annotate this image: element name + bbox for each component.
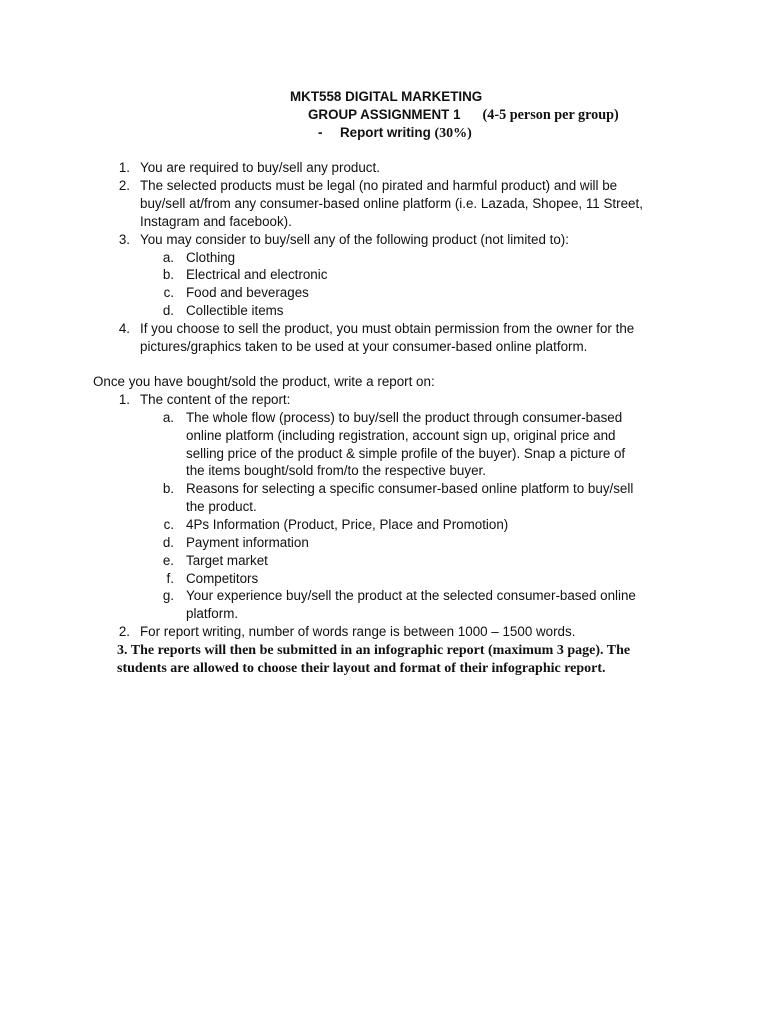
instruction-number: 1. xyxy=(118,160,130,175)
content-text: the product. xyxy=(186,499,257,514)
report-item-text: The content of the report: xyxy=(140,392,291,407)
report-percentage: (30%) xyxy=(434,126,472,141)
instruction-text: If you choose to sell the product, you must obtain permission from the owner for the xyxy=(140,321,635,336)
option-text: Clothing xyxy=(186,250,236,265)
report-item-submission: 3. The reports will then be submitted in an infographic report (maximum 3 page). The xyxy=(117,643,631,658)
content-text: 4Ps Information (Product, Price, Place and Promotion) xyxy=(186,517,509,532)
instruction-number: 3. xyxy=(118,232,130,247)
content-text: The whole flow (process) to buy/sell the product through consumer-based xyxy=(186,410,623,425)
content-text: Your experience buy/sell the product at the selected consumer-based online xyxy=(186,588,636,603)
instruction-text: Instagram and facebook). xyxy=(140,214,292,229)
option-label: a. xyxy=(162,250,174,265)
instruction-text: buy/sell at/from any consumer-based online platform (i.e. Lazada, Shopee, 11 Street, xyxy=(140,196,643,211)
content-text: Payment information xyxy=(186,535,309,550)
content-label: a. xyxy=(162,410,174,425)
option-text: Electrical and electronic xyxy=(186,267,328,282)
report-item-number: 2. xyxy=(118,624,130,639)
report-item-number: 1. xyxy=(118,392,130,407)
document-title: MKT558 DIGITAL MARKETING xyxy=(290,89,483,104)
instruction-text: You are required to buy/sell any product. xyxy=(140,160,380,175)
content-label: b. xyxy=(162,481,174,496)
content-label: e. xyxy=(162,553,174,568)
report-item-text: For report writing, number of words range is between 1000 – 1500 words. xyxy=(140,624,576,639)
option-label: d. xyxy=(162,303,174,318)
content-label: f. xyxy=(166,571,174,586)
report-bullet-dash: - xyxy=(318,125,323,140)
content-text: Reasons for selecting a specific consumer-based online platform to buy/sell xyxy=(186,481,634,496)
content-label: d. xyxy=(162,535,174,550)
group-size-note: (4-5 person per group) xyxy=(482,107,619,123)
content-label: c. xyxy=(163,517,174,532)
content-text: the items bought/sold from/to the respective buyer. xyxy=(186,463,486,478)
assignment-heading xyxy=(308,106,619,125)
content-text: selling price of the product & simple profile of the buyer). Snap a picture of xyxy=(186,446,626,461)
report-intro: Once you have bought/sold the product, write a report on: xyxy=(93,374,435,389)
content-text: Competitors xyxy=(186,571,259,586)
content-label: g. xyxy=(162,588,174,603)
content-text: platform. xyxy=(186,606,239,621)
instruction-text: You may consider to buy/sell any of the following product (not limited to): xyxy=(140,232,569,247)
option-label: c. xyxy=(163,285,174,300)
assignment-label: GROUP ASSIGNMENT 1 xyxy=(308,107,461,122)
option-label: b. xyxy=(162,267,174,282)
content-text: online platform (including registration, account sign up, original price and xyxy=(186,428,616,443)
instruction-text: The selected products must be legal (no pirated and harmful product) and will be xyxy=(140,178,618,193)
instruction-text: pictures/graphics taken to be used at your consumer-based online platform. xyxy=(140,339,588,354)
content-text: Target market xyxy=(186,553,268,568)
instruction-number: 4. xyxy=(118,321,130,336)
option-text: Collectible items xyxy=(186,303,284,318)
report-weight-heading xyxy=(340,124,472,143)
instruction-number: 2. xyxy=(118,178,130,193)
report-item-submission: students are allowed to choose their layout and format of their infographic report. xyxy=(117,661,606,676)
report-label: Report writing xyxy=(340,125,431,140)
option-text: Food and beverages xyxy=(186,285,309,300)
